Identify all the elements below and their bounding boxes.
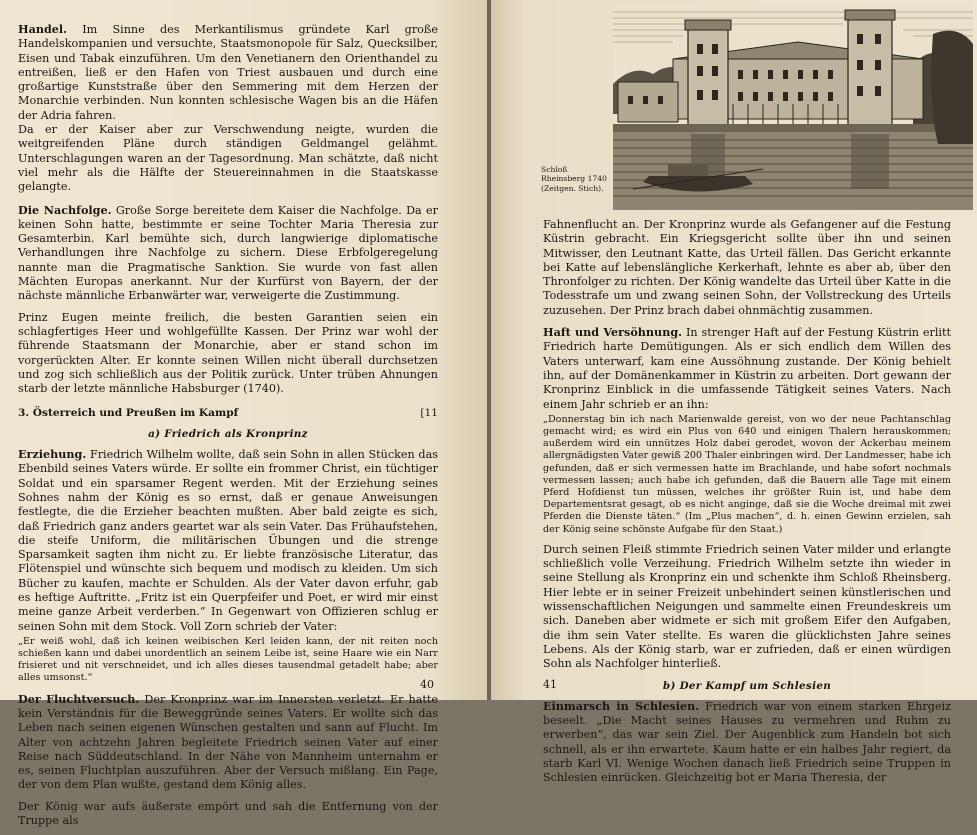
section-title: 3. Österreich und Preußen im Kampf [18, 407, 239, 420]
right-page [491, 0, 977, 785]
paragraph-fluchtversuch [18, 692, 438, 793]
text-erziehung: Friedrich Wilhelm wollte, daß sein Sohn in allen Stücken das Ebenbild seines Vaters würde. Er sollte ein frommer Christ, ein tüchtiger Soldat und ein sparsamer Regent werden. Mit der Erziehung seines Sohnes nahm der König es so ernst, daß er genaue Anweisungen festlegte, die die Erzieher beachten mußten. Aber bald zeigte es sich, daß Friedrich ganz anders geartet war als sein Vater. Das Frühaufstehen, die steife Uniform, die militärischen Übungen und die strenge Sparsamkeit sagten ihm nicht zu. Er liebte französische Literatur, das Flötenspiel und wünschte sich bequem und modisch zu kleiden. Um sich Bücher zu kaufen, machte er Schulden. Als der Vater davon erfuhr, gab es heftige Auftritte. „Fritz ist ein Querpfeifer und Poet, er wird mir einst meine ganze Arbeit verderben.“ In Gegenwart von Offizieren schlug er seinen Sohn mit dem Stock. Voll Zorn schrieb der Vater: [18, 448, 438, 633]
paragraph-nachfolge [18, 203, 438, 304]
heading-fluchtversuch: Der Fluchtversuch. [18, 691, 140, 706]
paragraph-erziehung [18, 447, 438, 634]
text-handel: Im Sinne des Merkantilismus gründete Karl große Handelskompanien und versuchte, Staatsmonopole für Salz, Quecksilber, Eisen und Tabak einzuführen. Um den Venetianern den Orienthandel zu entreißen, ließ er den Hafen von Triest ausbauen und durch eine großartige Kunststraße über den Semmering mit dem Herzen der Monarchie verbinden. Nun konnten schlesische Wagen bis an die Häfen der Adria fahren. [18, 23, 438, 122]
paragraph-haft [543, 325, 951, 412]
paragraph-fleiss: Durch seinen Fleiß stimmte Friedrich seinen Vater milder und erlangte schließlich volle Verzeihung. Friedrich Wilhelm setzte ihn wieder in seine Stellung als Kronprinz ein und schenkte ihm Schloß Rheinsberg. Hier lebte er in seiner Freizeit unbehindert seinen künstlerischen und wissenschaftlichen Neigungen und sammelte einen Freundeskreis um sich. Daneben aber widmete er sich mit großem Eifer den Aufgaben, die ihm sein Vater stellte. Es waren die glücklichsten Jahre seines Lebens. Als der König starb, war er zufrieden, daß er einen würdigen Sohn als Nachfolger hinterließ. [543, 542, 951, 671]
subsection-a-title: a) Friedrich als Kronprinz [148, 427, 308, 440]
heading-einmarsch: Einmarsch in Schlesien. [543, 698, 700, 713]
heading-nachfolge: Die Nachfolge. [18, 202, 112, 217]
paragraph-handel [18, 22, 438, 123]
heading-erziehung: Erziehung. [18, 447, 87, 462]
heading-haft: Haft und Versöhnung. [543, 325, 683, 340]
paragraph-koenig: Der König war aufs äußerste empört und sah die Entfernung von der Truppe als [18, 799, 438, 828]
page-number-left: 40 [420, 678, 434, 691]
right-text-column [543, 218, 951, 793]
left-text-column [18, 22, 438, 835]
text-fluchtversuch: Der Kronprinz war im Innersten verletzt. Er hatte kein Verständnis für die Beweggründe seines Vaters. Er wollte sich das Leben nach seinen eigenen Wünschen gestalten und sann auf Flucht. Im Alter von achtzehn Jahren begleitete Friedrich seinen Vater auf einer Reise nach Süddeutschland. In der Nähe von Mannheim unternahm er es, seinen Fluchtplan auszuführen. Aber der Versuch mißlang. Ein Page, der von dem Plan wußte, gestand dem König alles. [18, 692, 438, 792]
castle-engraving-image [613, 4, 973, 210]
heading-handel: Handel. [18, 22, 68, 36]
section-heading [18, 406, 438, 420]
quote-friedrich: „Donnerstag bin ich nach Marienwalde gereist, von wo der neue Pachtanschlag gemacht wird; es wird ein Plus von 640 und einigen Thalern herauskommen; außerdem wird ein unnützes Holz dabei gerodet, wovon der Ackerbau meinem allergnädigsten Vater gewiß 200 Thaler einbringen wird. Der Landmesser, habe ich gefunden, daß er sich vermessen hatte im Brachlande, und habe sofort nochmals vermessen lassen; auch habe ich gefunden, daß die Bauern alle Tage mit einem Pferd Hofdienst tun müssen, welches ihr größter Ruin ist, und habe dem Departementsrat gesagt, ob es nicht anginge, daß sie die Woche dreimal mit zwei Pferden die Dienste täten.“ (Im „Plus machen“, d. h. einen Gewinn erzielen, sah der König seine schönste Aufgabe für den Staat.) [543, 413, 951, 535]
image-caption: Schloß Rheinsberg 1740 (Zeitgen. Stich). [541, 165, 607, 193]
subsection-b-title: b) Der Kampf um Schlesien [662, 679, 832, 692]
paragraph-eugen: Prinz Eugen meinte freilich, die besten Garantien seien ein schlagfertiges Heer und wohlgefüllte Kassen. Der Prinz war wohl der führende Staatsmann der Monarchie, aber er stand schon im vorgerückten Alter. Er konnte seinen Willen nicht überall durchsetzen und zog sich schließlich aus der Politik zurück. Unter trüben Ahnungen starb der letzte männliche Habsburger (1740). [18, 310, 438, 396]
section-ref: [11 [420, 407, 438, 420]
page-number-right: 41 [543, 678, 557, 691]
paragraph-kaiser: Da er der Kaiser aber zur Verschwendung neigte, wurden die weitgreifenden Pläne durch ständigen Geldmangel gelähmt. Unterschlagungen waren an der Tagesordnung. Man schätzte, daß nicht viel mehr als die Hälfte der Steuereinnahmen in die Staatskasse gelangte. [18, 123, 438, 194]
paragraph-fahnenflucht: Fahnenflucht an. Der Kronprinz wurde als Gefangener auf die Festung Küstrin gebracht. Ein Kriegsgericht sollte über ihn und seinen Mitwisser, den Leutnant Katte, das Urteil fällen. Das Gericht erkannte bei Katte auf lebenslängliche Kerkerhaft, lehnte es aber ab, über den Thronfolger zu richten. Der König wandelte das Urteil über Katte in die Todesstrafe um und zwang seinen Sohn, der Vollstreckung des Urteils zuzusehen. Der Prinz brach dabei ohnmächtig zusammen. [543, 218, 951, 317]
paragraph-einmarsch [543, 699, 951, 786]
left-page [0, 0, 489, 828]
text-nachfolge: Große Sorge bereitete dem Kaiser die Nachfolge. Da er keinen Sohn hatte, bestimmte er seine Tochter Maria Theresia zur Gesamterbin. Karl bemühte sich, durch langwierige diplomatische Verhandlungen ihre Nachfolge zu sichern. Diese Erbfolgeregelung nannte man die Pragmatische Sanktion. Sie wurde von fast allen Mächten Europas anerkannt. Nur der Kurfürst von Bayern, der der nächste männliche Erbanwärter war, verweigerte die Zustimmung. [18, 203, 439, 303]
text-einmarsch: Friedrich war von einem starken Ehrgeiz beseelt. „Die Macht seines Hauses zu vermehren und Ruhm zu erwerben“, das war sein Ziel. Der Augenblick zum Handeln bot sich schnell, als er ihn erwartete. Kaum hatte er ein halbes Jahr regiert, da starb Karl VI. Wenige Wochen danach ließ Friedrich seine Truppen in Schlesien einrücken. Gleichzeitig bot er Maria Theresia, der [543, 699, 951, 785]
text-haft: In strenger Haft auf der Festung Küstrin erlitt Friedrich harte Demütigungen. Als er sich endlich dem Willen des Vaters unterwarf, kam eine Aussöhnung zustande. Der König behielt ihn, auf der Domänenkammer in Küstrin zu arbeiten. Dort gewann der Kronprinz Einblick in die umfassende Tätigkeit seines Vaters. Nach einem Jahr schrieb er an ihn: [543, 326, 951, 411]
quote-vater: „Er weiß wohl, daß ich keinen weibischen Kerl leiden kann, der nit reiten noch schießen kann und dabei unordentlich an seinem Leibe ist, seine Haare wie ein Narr frisieret und nit verschneidet, und ich alles dieses tausendmal getadelt habe; aber alles umsonst.“ [18, 635, 438, 684]
